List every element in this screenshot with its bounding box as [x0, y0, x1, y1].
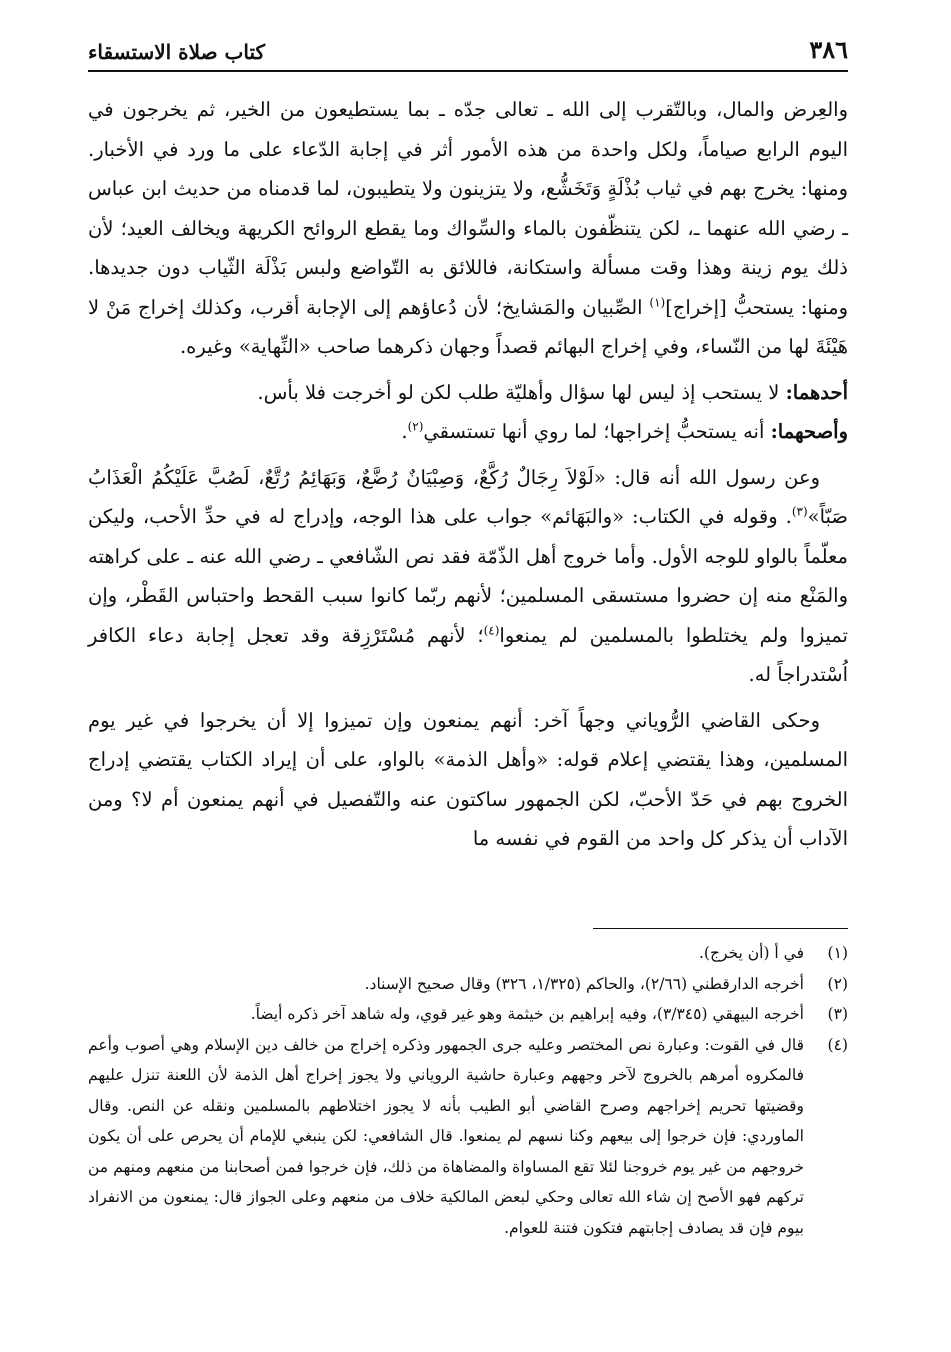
footnote-text: أخرجه البيهقي (٣/٣٤٥)، وفيه إبراهيم بن خيثمة وهو غير قوي، وله شاهد آخر ذكره أيضاً. — [250, 1005, 804, 1023]
footnote-3 — [88, 999, 848, 1030]
page-header — [88, 30, 848, 72]
footnote-ref-1: (١) — [649, 295, 666, 309]
footnote-4 — [88, 1030, 848, 1244]
page-number: ٣٨٦ — [809, 35, 848, 64]
paragraph-2-lead: أحدهما: — [785, 380, 848, 404]
footnote-number: (٤) — [827, 1035, 848, 1054]
paragraph-5-text: وحكى القاضي الرُّوياني وجهاً آخر: أنهم يمنعون وإن تميزوا إلا أن يخرجوا في غير يوم المسلمين، وهذا يقتضي إعلام قوله: «وأهل الذمة» بالواو، على أن إيراد الكتاب يقتضي إدراج الخروج بهم في حَدّ الأحبّ، لكن الجمهور ساكتون عنه والتّفصيل في أنهم يمنعون أم لا؟ ومن الآداب أن يذكر كل واحد من القوم في نفسه ما — [88, 708, 848, 850]
paragraph-5 — [88, 701, 848, 859]
paragraph-4-end: ؛ لأنهم مُسْتَرْزِقة وقد تعجل إجابة دعاء الكافر اُسْتدراجاً له. — [88, 623, 848, 686]
paragraph-3-lead: وأصحهما: — [770, 420, 848, 443]
footnote-1 — [88, 938, 848, 969]
footnote-text: في أ (أن يخرج). — [698, 944, 804, 962]
footnote-text: أخرجه الدارقطني (٢/٦٦)، والحاكم (١/٣٢٥، ٣٢٦) وقال صحيح الإسناد. — [364, 974, 804, 993]
paragraph-2 — [88, 373, 848, 413]
paragraph-1 — [88, 90, 848, 367]
footnote-number: (١) — [827, 944, 848, 962]
paragraph-1-continuation: الصِّبيان والمَشايخ؛ لأن دُعاؤهم إلى الإجابة أقرب، وكذلك إخراج مَنْ لا هَيْئَةَ لها من النّساء، وفي إخراج البهائم قصداً وجهان ذكرهما صاحب «النِّهاية» وغيره. — [88, 295, 848, 358]
footnote-ref-3: (٣) — [791, 504, 808, 519]
paragraph-3-text: أنه يستحبُّ إخراجها؛ لما روي أنها تستسقي — [423, 420, 771, 443]
paragraph-1-text: والعِرض والمال، وبالتّقرب إلى الله ـ تعالى جدّه ـ بما يستطيعون من الخير، ثم يخرجون في اليوم الرابع صياماً، ولكل واحدة من هذه الأمور أثر في إجابة الدّعاء على ما ورد في الأخبار. ومنها: يخرج بهم في ثياب بُذْلَةٍ وَتَخَشُّع، ولا يتزينون ولا يتطيبون، لما قدمناه من حديث ابن عباس ـ رضي الله عنهما ـ، لكن يتنظّفون بالماء والسِّواك وما يقطع الروائح الكريهة ويخالف العيد؛ لأن ذلك يوم زينة وهذا وقت مسألة واستكانة، فاللائق به التّواضع ولبس بَذْلَة الثّياب دون جديدها. ومنها: يستحبُّ [إخراج] — [88, 98, 848, 319]
footnote-divider — [593, 928, 848, 929]
footnote-2 — [88, 969, 848, 1000]
paragraph-4-text: وعن رسول الله أنه قال: «لَوْلاَ رِجَالٌ رُكَّعٌ، وَصِبْيَانٌ رُضَّعٌ، وَبَهَائِمُ رُتَّعٌ، لَصُبَّ عَلَيْكُمُ الْعَذَابُ صَبّاً» — [88, 465, 848, 528]
running-title: كتاب صلاة الاستسقاء — [88, 40, 266, 64]
footnote-text: قال في القوت: وعبارة نص المختصر وعليه جرى الجمهور وذكره إخراج من خالف دين الإسلام وهي أصوب وأعم فالمكروه أمرهم بالخروج لآخر وجههم وعبارة حاشية الروياني ولا يجوز إخراج أهل الذمة لأن اللعنة تنزل عليهم وقضيتها تحريم إخراجهم وصرح القاضي أبو الطيب بأنه لا يجوز اختلاطهم بالمسلمين ونقله عن النص. وقال الماوردي: فإن خرجوا إلى بيعهم وكنا نسهم لم يمنعوا. قال الشافعي: لكن ينبغي للإمام أن يحرص على أن يكون خروجهم من غير يوم خروجنا لئلا تقع المساواة والمضاهاة من ذلك، فإن خرجوا فمن أصحابنا من منعهم ومنهم من تركهم فهو الأصح إن شاء الله تعالى وحكي لبعض المالكية خلاف من منعهم وعلى الجواز قال: يمنعون من الانفراد بيوم فإن قد يصادف إجابتهم فتكون فتنة للعوام. — [88, 1035, 804, 1237]
footnote-number: (٣) — [827, 1005, 848, 1023]
paragraph-4-continuation: . وقوله في الكتاب: «والبَهَائم» جواب على هذا الوجه، وإدراج له في حدِّ الأحب، وليكن معلّماً بالواو للوجه الأول. وأما خروج أهل الذّمّة فقد نص الشّافعي ـ رضي الله عنه ـ على كراهته والمَنْع منه إن حضروا مستسقى المسلمين؛ لأنهم ربّما كانوا سبب القحط واحتباس القَطْر، وإن تميزوا ولم يختلطوا بالمسلمين لم يمنعوا — [88, 505, 848, 647]
footnote-number: (٢) — [827, 974, 848, 993]
paragraph-4 — [88, 458, 848, 695]
footnote-ref-4: (٤) — [483, 623, 500, 637]
footnote-ref-2: (٢) — [407, 419, 424, 434]
footnotes — [88, 938, 848, 1243]
paragraph-3-end: . — [401, 420, 408, 443]
main-text — [88, 90, 848, 859]
paragraph-2-text: لا يستحب إذ ليس لها سؤال وأهليّة طلب لكن لو أخرجت فلا بأس. — [257, 380, 786, 404]
book-page — [88, 30, 848, 1330]
paragraph-3 — [88, 412, 848, 452]
